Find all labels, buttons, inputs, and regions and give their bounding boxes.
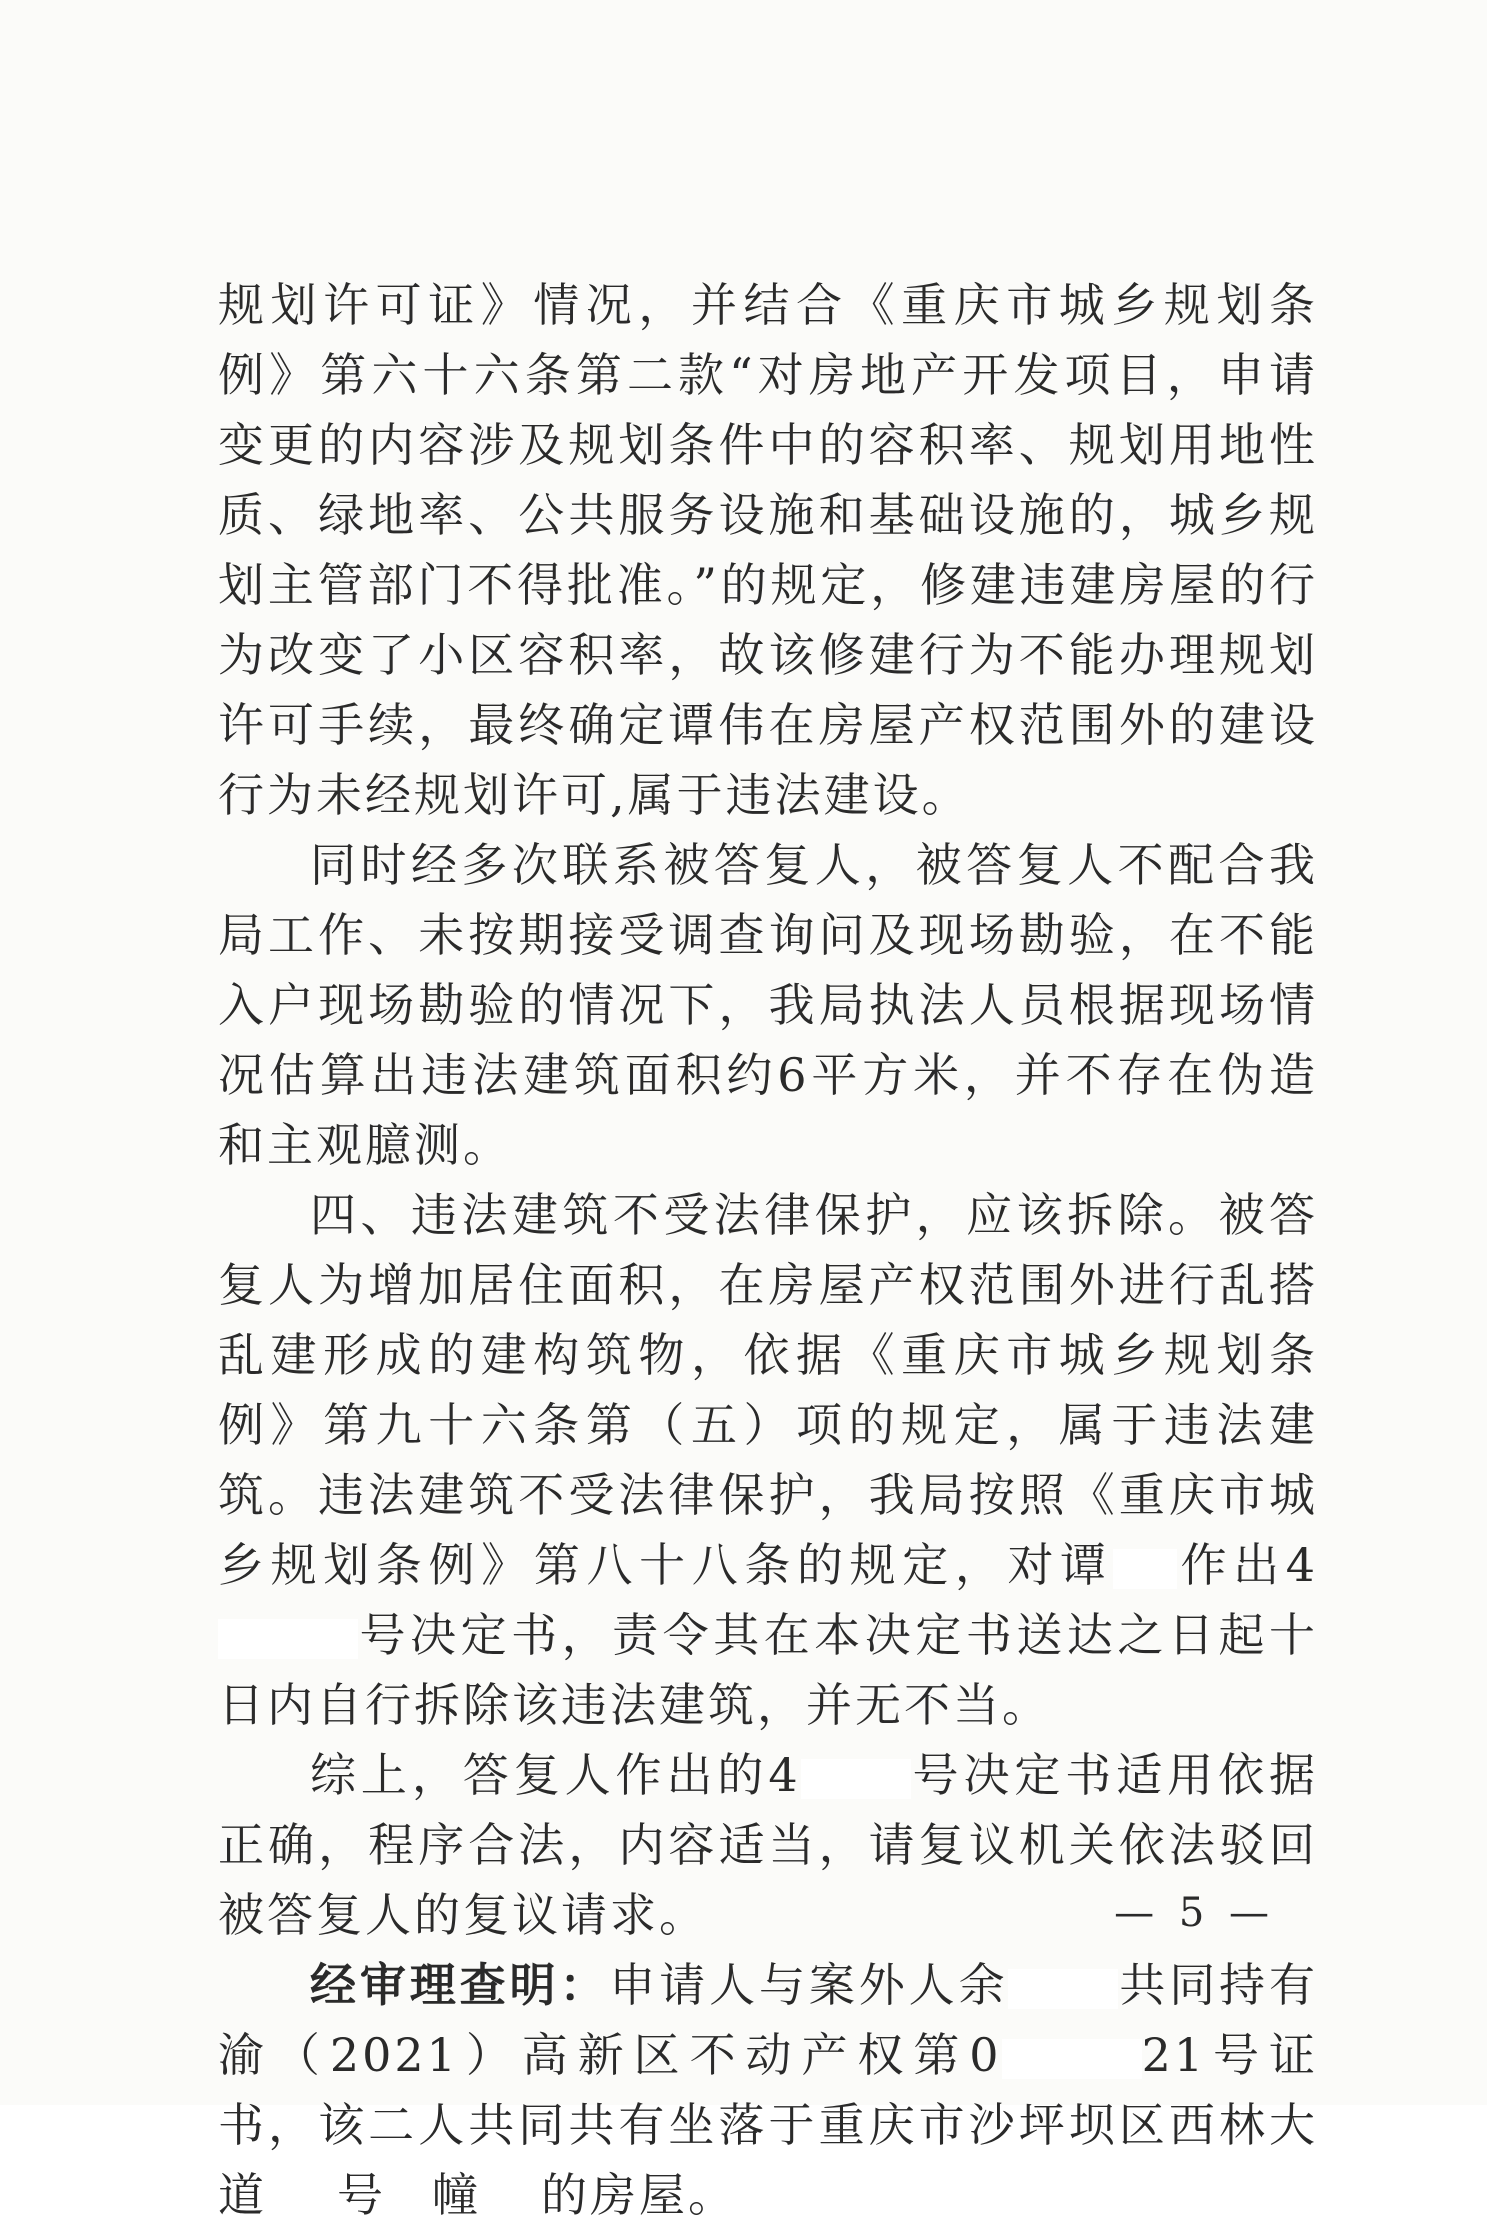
redaction-block [801, 1759, 911, 1799]
redaction-block [218, 1619, 358, 1659]
redaction-block [267, 2179, 337, 2219]
paragraph-text: 的房屋。 [541, 2168, 737, 2222]
paragraph-text: 规划许可证》情况，并结合《重庆市城乡规划条例》第六十六条第二款“对房地产开发项目，申请变更的内容涉及规划条件中的容积率、规划用地性质、绿地率、公共服务设施和基础设施的，城乡规划主管部门不得批准。”的规定，修建违建房屋的行为改变了小区容积率，故该修建行为不能办理规划许可手续，最终确定谭伟在房屋产权范围外的建设行为未经规划许可,属于违法建设。 [218, 278, 1318, 822]
paragraph-text: 号 [337, 2168, 386, 2222]
paragraph-text: 21号证书，该二人共同共有坐落于重庆市沙坪坝区西林大道 [218, 2028, 1318, 2222]
redaction-block [481, 2179, 541, 2219]
paragraph-text: 综上，答复人作出的4 [310, 1748, 801, 1802]
paragraph-illegal-building [218, 1180, 1318, 1740]
redaction-block [1008, 1969, 1118, 2009]
redaction-block [386, 2179, 432, 2219]
document-body [218, 270, 1318, 2230]
paragraph-text: 号决定书适用依据正确，程序合法，内容适当，请复议机关依法驳回被答复人的复议请求。 [218, 1748, 1318, 1942]
paragraph-findings [218, 1950, 1318, 2230]
redaction-block [1002, 2039, 1142, 2079]
paragraph-text: 申请人与案外人余 [609, 1958, 1009, 2012]
paragraph-text: 号决定书，责令其在本决定书送达之日起十日内自行拆除该违法建筑，并无不当。 [218, 1608, 1318, 1732]
paragraph-text: 作出4 [1176, 1538, 1318, 1592]
paragraph-text: 同时经多次联系被答复人，被答复人不配合我局工作、未按期接受调查询问及现场勘验，在不能入户现场勘验的情况下，我局执法人员根据现场情况估算出违法建筑面积约6平方米，并不存在伪造和主观臆测。 [218, 838, 1318, 1172]
paragraph-contact-attempts [218, 830, 1318, 1180]
findings-label: 经审理查明： [310, 1958, 610, 2012]
paragraph-text: 共同持有渝（2021）高新区不动产权第0 [218, 1958, 1319, 2082]
redaction-block [1113, 1549, 1177, 1589]
paragraph-planning-permit [218, 270, 1318, 830]
page-number: — 5 — [1114, 1890, 1275, 1936]
paragraph-text: 四、违法建筑不受法律保护，应该拆除。被答复人为增加居住面积，在房屋产权范围外进行乱搭乱建形成的建构筑物，依据《重庆市城乡规划条例》第九十六条第（五）项的规定，属于违法建筑。违法建筑不受法律保护，我局按照《重庆市城乡规划条例》第八十八条的规定，对谭 [218, 1188, 1318, 1592]
paragraph-text: 幢 [432, 2168, 481, 2222]
